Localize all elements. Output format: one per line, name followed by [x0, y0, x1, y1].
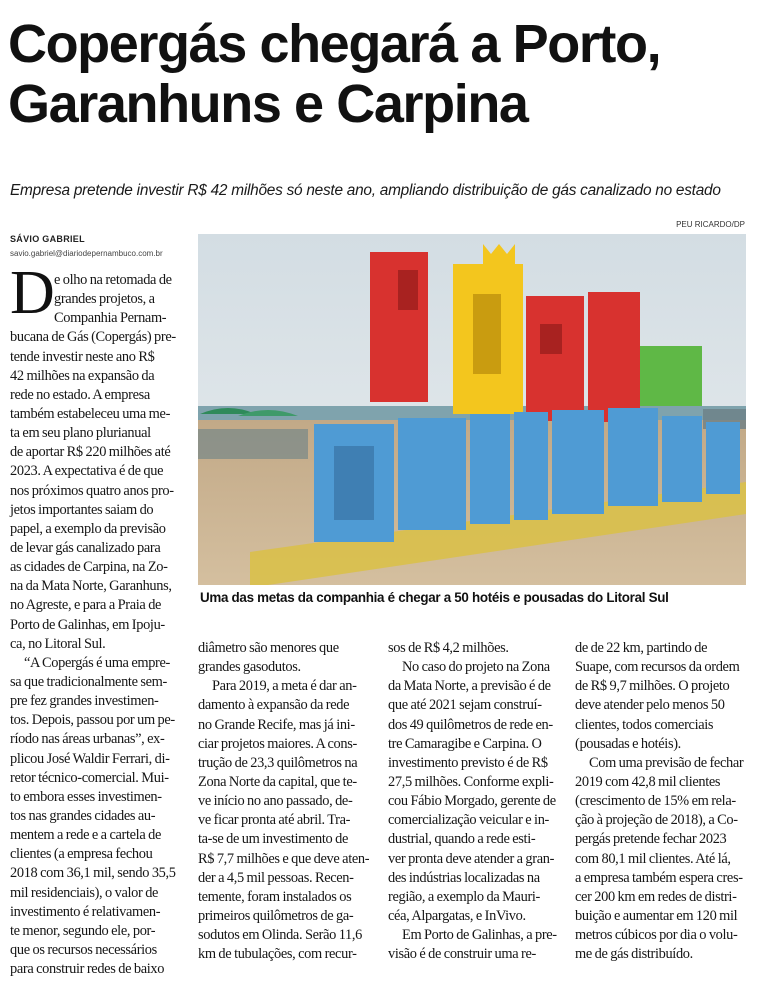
body-text-line: de de 22 km, partindo de	[575, 640, 708, 656]
body-text-line: de aportar R$ 220 milhões até	[10, 444, 171, 461]
body-text-line: Porto de Galinhas, em Ipoju-	[10, 616, 165, 633]
body-text-line: sa que tradicionalmente sem-	[10, 673, 167, 690]
body-text-line: na da Mata Norte, Garanhuns,	[10, 578, 172, 595]
body-text-line: investimento é relativamen-	[10, 903, 161, 920]
body-text-line: cer 200 km em redes de distri-	[575, 888, 737, 905]
body-text-line: 27,5 milhões. Conforme expli-	[388, 773, 554, 790]
body-text-line: te menor, segundo ele, por-	[10, 922, 156, 939]
body-text-line: rede no estado. A empresa	[10, 386, 150, 403]
body-text-line: bucana de Gás (Copergás) pre-	[10, 329, 176, 346]
body-column-3	[388, 639, 561, 964]
body-text-line: 2018 com 36,1 mil, sendo 35,5	[10, 865, 176, 882]
body-text-line: ção à projeção de 2018), a Co-	[575, 812, 738, 829]
body-text-line: ve início no ano passado, de-	[198, 793, 353, 810]
body-text-line: Em Porto de Galinhas, a pre-	[402, 927, 557, 944]
drop-cap: D	[10, 259, 55, 327]
body-text-line: ca, no Litoral Sul.	[10, 635, 106, 652]
body-text-line: sos de R$ 4,2 milhões.	[388, 640, 509, 656]
body-text-line: clientes, todos comerciais	[575, 716, 714, 733]
body-text-line: Com uma previsão de fechar	[589, 754, 744, 771]
body-text-line: ve ficar pronta até abril. Tra-	[198, 812, 351, 829]
body-text-line: des indústrias localizadas na	[388, 869, 540, 886]
body-text-line: km de tubulações, com recur-	[198, 946, 357, 963]
body-text-line: visão é de construir uma re-	[388, 946, 536, 963]
body-text-line: Suape, com recursos da ordem	[575, 659, 740, 676]
photo-credit: PEU RICARDO/DP	[676, 220, 745, 229]
body-text-line: também estabeleceu uma me-	[10, 405, 171, 422]
body-text-line: nos próximos quatro anos pro-	[10, 482, 174, 499]
body-text-line: 2023. A expectativa é de que	[10, 463, 164, 480]
body-text-line: 2019 com 42,8 mil clientes	[575, 773, 721, 790]
body-text-line: no Agreste, e para a Praia de	[10, 597, 162, 614]
body-text-line: dustrial, quando a rede esti-	[388, 831, 536, 848]
article-photo	[198, 234, 746, 585]
body-text-line: comercialização veicular e in-	[388, 812, 549, 829]
body-text-line: buição e aumentar em 120 mil	[575, 907, 738, 924]
body-text-line: temente, foram instalados os	[198, 888, 352, 905]
body-text-line: (crescimento de 15% em rela-	[575, 793, 736, 810]
body-text-line: clientes (a empresa fechou	[10, 846, 153, 863]
body-text-line: tre Camaragibe e Carpina. O	[388, 735, 542, 752]
article-subheadline: Empresa pretende investir R$ 42 milhões só neste ano, ampliando distribuição de gás canalizado no estado	[10, 182, 721, 199]
body-text-line: e olho na retomada de	[54, 272, 172, 288]
body-text-line: 42 milhões na expansão da	[10, 367, 155, 384]
body-text-line: Companhia Pernam-	[54, 310, 167, 327]
body-text-line: ta-se de um investimento de	[198, 831, 349, 848]
body-text-line: (pousadas e hotéis).	[575, 735, 681, 752]
body-text-line: jetos importantes saiam do	[10, 501, 154, 518]
body-text-line: pre fez grandes investimen-	[10, 693, 159, 710]
body-text-line: me de gás distribuído.	[575, 946, 693, 963]
body-text-line: Para 2019, a meta é dar an-	[212, 678, 357, 695]
body-text-line: retor técnico-comercial. Mui-	[10, 769, 169, 786]
body-text-line: sodutos em Olinda. Serão 11,6	[198, 927, 362, 944]
body-column-1	[10, 271, 186, 979]
headline-line-1: Copergás chegará a Porto,	[8, 14, 661, 74]
body-text-line: mentem a rede e a cartela de	[10, 827, 161, 844]
body-text-line: tos. Depois, passou por um pe-	[10, 712, 175, 729]
body-text-line: de levar gás canalizado para	[10, 539, 161, 556]
body-text-line: tos nas grandes cidades au-	[10, 807, 156, 824]
body-text-line: grandes projetos, a	[54, 291, 155, 308]
body-text-line: metros cúbicos por dia o volu-	[575, 927, 738, 944]
headline-line-2: Garanhuns e Carpina	[8, 74, 528, 134]
body-text-line: dos 49 quilômetros de rede en-	[388, 716, 553, 733]
body-text-line: que até 2021 sejam construí-	[388, 697, 542, 714]
body-text-line: to embora esses investimen-	[10, 788, 162, 805]
body-text-line: com 80,1 mil clientes. Até lá,	[575, 850, 731, 867]
body-text-line: céa, Alpargatas, e InVivo.	[388, 907, 526, 924]
body-text-line: a empresa também espera cres-	[575, 869, 743, 886]
body-text-line: Zona Norte da capital, que te-	[198, 773, 357, 790]
body-text-line: as cidades de Carpina, na Zo-	[10, 559, 168, 576]
body-text-line: ver pronta deve atender a gran-	[388, 850, 555, 867]
body-text-line: No caso do projeto na Zona	[402, 659, 550, 676]
body-text-line: papel, a exemplo da previsão	[10, 520, 166, 537]
body-text-line: “A Copergás é uma empre-	[24, 654, 170, 671]
body-text-line: ríodo nas áreas urbanas”, ex-	[10, 731, 165, 748]
author-name: SÁVIO GABRIEL	[10, 234, 85, 244]
porto-de-galinhas-sign-illustration	[198, 234, 746, 585]
body-text-line: ciar projetos maiores. A cons-	[198, 735, 357, 752]
body-text-line: mil residenciais), o valor de	[10, 884, 159, 901]
author-email: savio.gabriel@diariodepernambuco.com.br	[10, 249, 163, 258]
body-text-line: trução de 23,3 quilômetros na	[198, 754, 358, 771]
body-text-line: região, a exemplo da Mauri-	[388, 888, 540, 905]
body-text-line: plicou José Waldir Ferrari, di-	[10, 750, 170, 767]
body-text-line: deve atender pelo menos 50	[575, 697, 725, 714]
body-text-line: para construir redes de baixo	[10, 961, 165, 978]
photo-caption: Uma das metas da companhia é chegar a 50 hotéis e pousadas do Litoral Sul	[200, 590, 669, 605]
body-column-2	[198, 639, 373, 964]
body-column-4	[575, 639, 753, 964]
body-text-line: tende investir neste ano R$	[10, 348, 155, 365]
body-text-line: cou Fábio Morgado, gerente de	[388, 793, 556, 810]
body-text-line: ta em seu plano plurianual	[10, 425, 151, 442]
body-text-line: grandes gasodutos.	[198, 659, 301, 676]
body-text-line: der a 4,5 mil pessoas. Recen-	[198, 869, 354, 886]
body-text-line: investimento previsto é de R$	[388, 754, 548, 771]
body-text-line: R$ 7,7 milhões e que deve aten-	[198, 850, 370, 867]
body-text-line: da Mata Norte, a previsão é de	[388, 678, 551, 695]
body-text-line: primeiros quilômetros de ga-	[198, 907, 354, 924]
article-headline	[8, 14, 760, 134]
body-text-line: de R$ 9,7 milhões. O projeto	[575, 678, 730, 695]
body-text-line: diâmetro são menores que	[198, 640, 339, 656]
body-text-line: que os recursos necessários	[10, 941, 157, 958]
body-text-line: no Grande Recife, mas já ini-	[198, 716, 355, 733]
body-text-line: pergás pretende fechar 2023	[575, 831, 727, 848]
body-text-line: damento à expansão da rede	[198, 697, 350, 714]
